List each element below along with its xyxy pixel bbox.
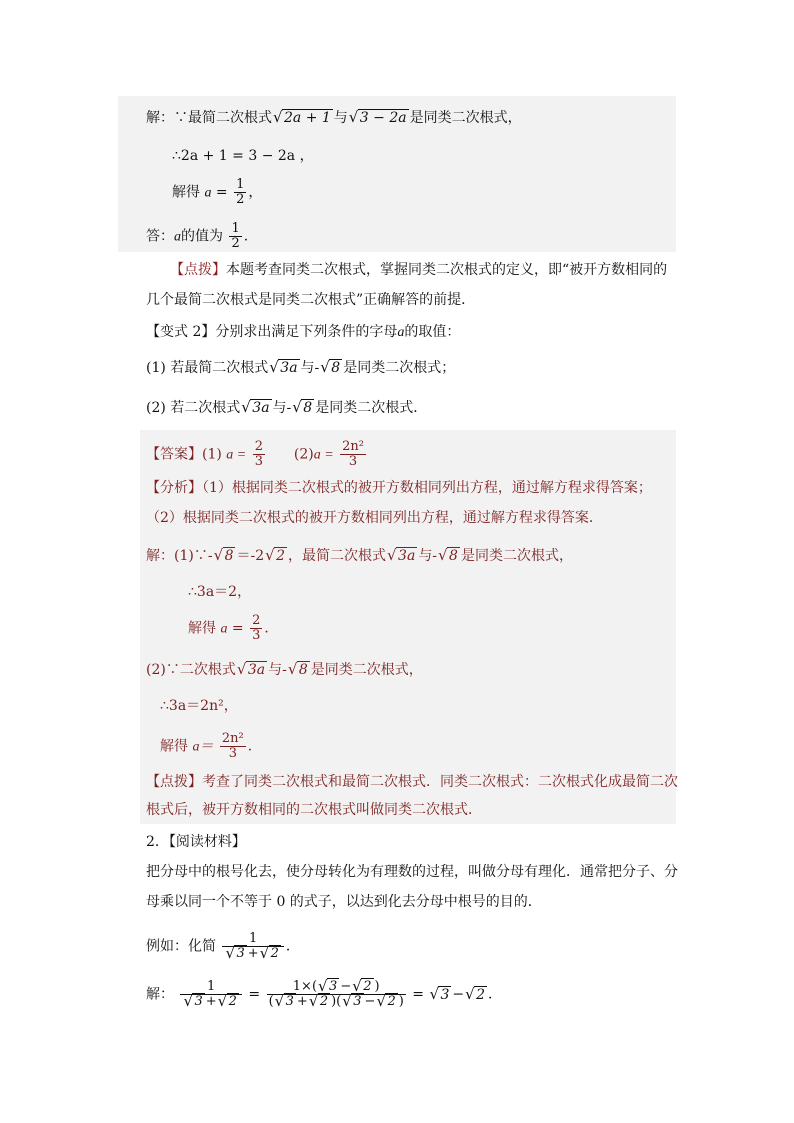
radical: √ 2 <box>309 995 330 1009</box>
solution-line-3: 解得 a = $\frac{1}{2}$ ， <box>172 177 263 207</box>
radical: √ 2 <box>265 546 287 566</box>
solution-answer-line: 答：a的值为 $\frac{1}{2}$ . <box>146 221 249 251</box>
solution2-line-1: 解：(1)∵-√ 8 ＝-2√ 2 ，最简二次根式√ 3a 与-√ 8 是同类二次根式， <box>146 546 573 566</box>
fraction: 1 √ 3 +√ 2 <box>222 932 283 961</box>
reading-paragraph-1: 把分母中的根号化去，使分母转化为有理数的过程，叫做分母有理化．通常把分子、分 <box>146 864 678 880</box>
tip-paragraph-2-cont: 根式后，被开方数相同的二次根式叫做同类二次根式． <box>146 802 482 818</box>
fraction: $\frac{2}{3}$ <box>254 439 263 469</box>
solution2-line-6: 解得 a＝ $\frac{\text{2n²}}{3}$ ． <box>160 731 262 761</box>
radical: √ 3a <box>241 398 271 418</box>
radical: √ 3a <box>237 660 267 680</box>
reading-paragraph-2: 母乘以同一个不等于 0 的式子，以达到化去分母中根号的目的． <box>146 894 542 910</box>
tip-paragraph-2: 【点拨】考查了同类二次根式和最简二次根式．同类二次根式：二次根式化成最简二次 <box>146 774 678 790</box>
solution2-line-3: 解得 a = $\frac{2}{3}$ ． <box>188 613 279 643</box>
radical: √ 3 <box>183 995 204 1009</box>
radical: √ 8 <box>292 398 314 418</box>
variant-question-1: (1) 若最简二次根式√ 3a 与-√ 8 是同类二次根式； <box>146 358 455 378</box>
radical: √ 3 <box>225 947 246 961</box>
radical: √ 8 <box>438 546 460 566</box>
radical: √ 2 <box>376 995 397 1009</box>
variant-question-2: (2) 若二次根式√ 3a 与-√ 8 是同类二次根式． <box>146 398 427 418</box>
answer-label: 【答案】 <box>146 446 202 463</box>
radical: √ 2 <box>465 985 487 1005</box>
radical: √ 8 <box>320 358 342 378</box>
radical: √ 3 <box>275 995 296 1009</box>
analysis-line-2: （2）根据同类二次根式的被开方数相同列出方程，通过解方程求得答案． <box>146 510 603 526</box>
solution2-line-2: ∴3a＝2， <box>188 584 252 600</box>
radical: √ 3 − 2a <box>349 108 409 128</box>
radical: √ 8 <box>214 546 236 566</box>
radical: √ 3 <box>429 985 451 1005</box>
fraction: $\frac{1}{2}$ <box>231 221 240 251</box>
fraction: $\frac{2}{3}$ <box>252 613 261 643</box>
fraction: $\frac{\text{2n²}}{3}$ <box>342 439 364 469</box>
section-heading: 2．【阅读材料】 <box>146 834 246 850</box>
fraction: $\frac{\text{2n²}}{3}$ <box>221 731 244 761</box>
example-line: 例如：化简 1 √ 3 +√ 2 ． <box>146 932 300 961</box>
tip-paragraph-1: 【点拨】本题考查同类二次根式，掌握同类二次根式的定义，即“被开方数相同的 <box>170 262 668 278</box>
fraction: 1 √ 3 +√ 2 <box>180 980 241 1009</box>
example-solution-line: 解： 1 √ 3 +√ 2 = $\frac{1\times(√ 3 -√ 2 )}{(√ 3 +√ 2 )(√ 3 -√ 2 )}$ = √ 3 −√ 2 ． <box>146 980 502 1009</box>
tip-label: 【点拨】 <box>170 262 226 278</box>
tip-paragraph-1-cont: 几个最简二次根式是同类二次根式”正确解答的前提． <box>146 292 476 308</box>
radical: √ 8 <box>288 660 310 680</box>
radical: √ 2 <box>218 995 239 1009</box>
analysis-line-1: 【分析】（1）根据同类二次根式的被开方数相同列出方程，通过解方程求得答案； <box>146 480 652 496</box>
radical: √ 3a <box>387 546 417 566</box>
solution-line-1: 解：∵最简二次根式√ 2a + 1 与√ 3 − 2a 是同类二次根式， <box>146 108 522 128</box>
analysis-label: 【分析】 <box>146 480 202 496</box>
fraction: $\frac{1}{2}$ <box>236 177 245 207</box>
tip-label: 【点拨】 <box>146 774 202 790</box>
radical: √ 3 <box>342 995 363 1009</box>
solution2-line-5: ∴3a＝2n²， <box>160 698 238 714</box>
radical: √ 3 <box>318 980 339 994</box>
radical: √ 3a <box>269 358 299 378</box>
radical: √ 2a + 1 <box>273 108 333 128</box>
fraction: $\frac{1\times(√ 3 -√ 2 )}{(√ 3 +√ 2 )(√ 3 -√ 2 )}$ <box>267 980 406 1009</box>
radical: √ 2 <box>352 980 373 994</box>
solution-line-2: ∴2a + 1 = 3 − 2a ， <box>172 148 314 164</box>
solution2-line-4: (2)∵二次根式√ 3a 与-√ 8 是同类二次根式， <box>146 660 423 680</box>
variant-heading: 【变式 2】分别求出满足下列条件的字母a的取值： <box>146 324 461 340</box>
radical: √ 2 <box>260 947 281 961</box>
answer-line: 【答案】(1) a = $\frac{2}{3}$ (2)a = $\frac{\text{2n²}}{3}$ <box>146 439 364 469</box>
